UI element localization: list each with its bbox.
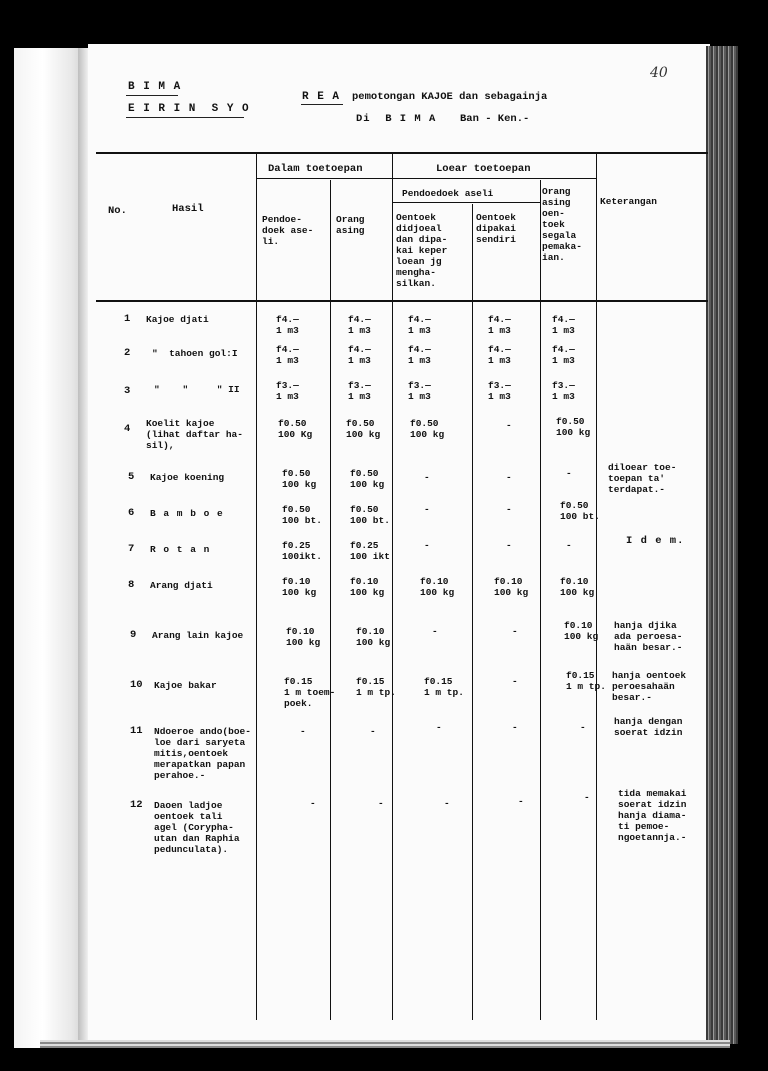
row-cell-c1: f0.10 100 kg [286, 626, 321, 648]
row-cell-c5: f0.50 100 bt. [560, 500, 600, 522]
row-cell-c5: f4.— 1 m3 [552, 314, 575, 336]
row-hasil: Kajoe koening [150, 472, 225, 483]
group-header-rule [256, 178, 596, 179]
document-title: pemotongan KAJOE dan sebagainja [352, 91, 548, 103]
row-keterangan: tida memakai soerat idzin hanja diama- ti pemoe- ngoetannja.- [618, 788, 687, 843]
header-no: No. [108, 205, 127, 217]
row-keterangan: I d e m. [626, 535, 685, 547]
row-cell-c5: - [580, 722, 586, 733]
row-cell-c4: f0.10 100 kg [494, 576, 529, 598]
row-cell-c4: - [506, 540, 512, 551]
header-col-orang-asing: Orang asing [336, 214, 365, 236]
row-cell-c4: - [506, 420, 512, 431]
row-cell-c2: f4.— 1 m3 [348, 344, 371, 366]
row-cell-c5: f0.15 1 m tp. [566, 670, 606, 692]
row-cell-c5: f4.— 1 m3 [552, 344, 575, 366]
office-underline [126, 117, 244, 118]
row-cell-c2: f0.10 100 kg [356, 626, 391, 648]
header-pendoedoek-aseli: Pendoedoek aseli [402, 188, 494, 199]
column-rule-1 [256, 152, 257, 1020]
row-number: 10 [130, 679, 143, 691]
row-cell-c5: - [566, 540, 572, 551]
row-cell-c1: f4.— 1 m3 [276, 314, 299, 336]
title-underline [301, 104, 343, 105]
row-cell-c5: f0.50 100 kg [556, 416, 591, 438]
row-number: 12 [130, 799, 143, 811]
row-cell-c1: f0.15 1 m toem- poek. [284, 676, 336, 709]
row-cell-c4: - [512, 676, 518, 687]
row-number: 5 [128, 471, 135, 483]
header-dalam-toetoepan: Dalam toetoepan [268, 163, 363, 175]
header-col-sendiri: Oentoek dipakai sendiri [476, 212, 516, 245]
row-cell-c3: f4.— 1 m3 [408, 344, 431, 366]
location-suffix: Ban - Ken.- [460, 113, 530, 125]
row-number: 6 [128, 507, 135, 519]
column-rule-4 [472, 204, 473, 1020]
row-hasil: Daoen ladjoe oentoek tali agel (Corypha- utan dan Raphia pedunculata). [154, 800, 240, 855]
location-label: Di B I M A [356, 113, 437, 125]
column-rule-3 [392, 152, 393, 1020]
row-cell-c5: f3.— 1 m3 [552, 380, 575, 402]
row-cell-c2: f0.50 100 kg [350, 468, 385, 490]
row-cell-c3: f0.10 100 kg [420, 576, 455, 598]
row-number: 7 [128, 543, 135, 555]
row-cell-c2: f0.15 1 m tp. [356, 676, 396, 698]
row-hasil: Kajoe bakar [154, 680, 217, 691]
row-number: 4 [124, 423, 131, 435]
header-col-orang-asing-loear: Orang asing oen- toek segala pemaka- ian. [542, 186, 582, 263]
row-cell-c3: - [436, 722, 442, 733]
office-label: E I R I N S Y O [128, 103, 250, 115]
row-number: 8 [128, 579, 135, 591]
region-underline [126, 95, 178, 96]
header-keterangan: Keterangan [600, 196, 658, 207]
row-cell-c4: f3.— 1 m3 [488, 380, 511, 402]
row-cell-c3: - [424, 472, 430, 483]
row-cell-c3: - [424, 504, 430, 515]
page-number: 40 [650, 65, 668, 81]
row-cell-c3: - [444, 798, 450, 809]
row-cell-c3: f3.— 1 m3 [408, 380, 431, 402]
stacked-pages-edge [706, 46, 738, 1044]
row-number: 9 [130, 629, 137, 641]
row-cell-c1: f0.25 100ikt. [282, 540, 322, 562]
row-cell-c1: f0.50 100 Kg [278, 418, 313, 440]
binder-fold [78, 48, 88, 1048]
row-cell-c5: - [584, 792, 590, 803]
row-cell-c2: f0.25 100 ikt [350, 540, 390, 562]
row-hasil: " tahoen gol:I [152, 348, 238, 359]
table-top-rule [96, 152, 708, 154]
row-keterangan: hanja djika ada peroesa- haän besar.- [614, 620, 683, 653]
header-col-pendoedoek: Pendoe- doek ase- li. [262, 214, 314, 247]
row-cell-c1: - [310, 798, 316, 809]
row-cell-c4: - [506, 472, 512, 483]
binder-edge [14, 48, 86, 1048]
row-cell-c4: - [512, 626, 518, 637]
row-cell-c3: - [424, 540, 430, 551]
column-rule-6 [596, 152, 597, 1020]
row-cell-c2: f0.50 100 kg [346, 418, 381, 440]
row-cell-c2: f3.— 1 m3 [348, 380, 371, 402]
row-cell-c1: f3.— 1 m3 [276, 380, 299, 402]
row-cell-c2: f4.— 1 m3 [348, 314, 371, 336]
row-number: 11 [130, 725, 143, 737]
row-keterangan: hanja oentoek peroesahaän besar.- [612, 670, 687, 703]
row-cell-c5: f0.10 100 kg [560, 576, 595, 598]
row-cell-c4: - [506, 504, 512, 515]
row-number: 1 [124, 313, 131, 325]
column-rule-2 [330, 180, 331, 1020]
row-number: 3 [124, 385, 131, 397]
row-cell-c3: f0.15 1 m tp. [424, 676, 464, 698]
row-cell-c4: f4.— 1 m3 [488, 314, 511, 336]
header-loear-toetoepan: Loear toetoepan [436, 163, 531, 175]
row-keterangan: hanja dengan soerat idzin [614, 716, 683, 738]
row-cell-c3: - [432, 626, 438, 637]
row-hasil: Arang lain kajoe [152, 630, 244, 641]
row-cell-c2: - [370, 726, 376, 737]
row-cell-c5: - [566, 468, 572, 479]
row-cell-c2: f0.10 100 kg [350, 576, 385, 598]
row-keterangan: diloear toe- toepan ta' terdapat.- [608, 462, 677, 495]
row-hasil: Koelit kajoe (lihat daftar ha- sil), [146, 418, 243, 451]
row-cell-c2: - [378, 798, 384, 809]
header-col-didjoeal: Oentoek didjoeal dan dipa- kai keper loean jg mengha- silkan. [396, 212, 448, 289]
row-cell-c4: - [512, 722, 518, 733]
row-hasil: B a m b o e [150, 508, 224, 519]
row-cell-c5: f0.10 100 kg [564, 620, 599, 642]
row-cell-c4: f4.— 1 m3 [488, 344, 511, 366]
bottom-pages-edge [40, 1040, 730, 1048]
row-hasil: Arang djati [150, 580, 213, 591]
row-cell-c1: - [300, 726, 306, 737]
header-bottom-rule [96, 300, 708, 302]
row-cell-c1: f0.50 100 bt. [282, 504, 322, 526]
row-cell-c3: f0.50 100 kg [410, 418, 445, 440]
row-cell-c2: f0.50 100 bt. [350, 504, 390, 526]
row-hasil: Kajoe djati [146, 314, 209, 325]
title-prefix: R E A [302, 91, 341, 103]
row-number: 2 [124, 347, 131, 359]
header-hasil: Hasil [172, 203, 204, 215]
region-label: B I M A [128, 81, 182, 93]
row-cell-c1: f4.— 1 m3 [276, 344, 299, 366]
row-cell-c1: f0.10 100 kg [282, 576, 317, 598]
row-hasil: Ndoeroe ando(boe- loe dari saryeta mitis,oentoek merapatkan papan perahoe.- [154, 726, 251, 781]
row-cell-c3: f4.— 1 m3 [408, 314, 431, 336]
row-cell-c1: f0.50 100 kg [282, 468, 317, 490]
column-rule-5 [540, 180, 541, 1020]
subgroup-header-rule [392, 202, 540, 203]
row-hasil: " " " II [154, 384, 240, 395]
row-cell-c4: - [518, 796, 524, 807]
row-hasil: R o t a n [150, 544, 211, 555]
